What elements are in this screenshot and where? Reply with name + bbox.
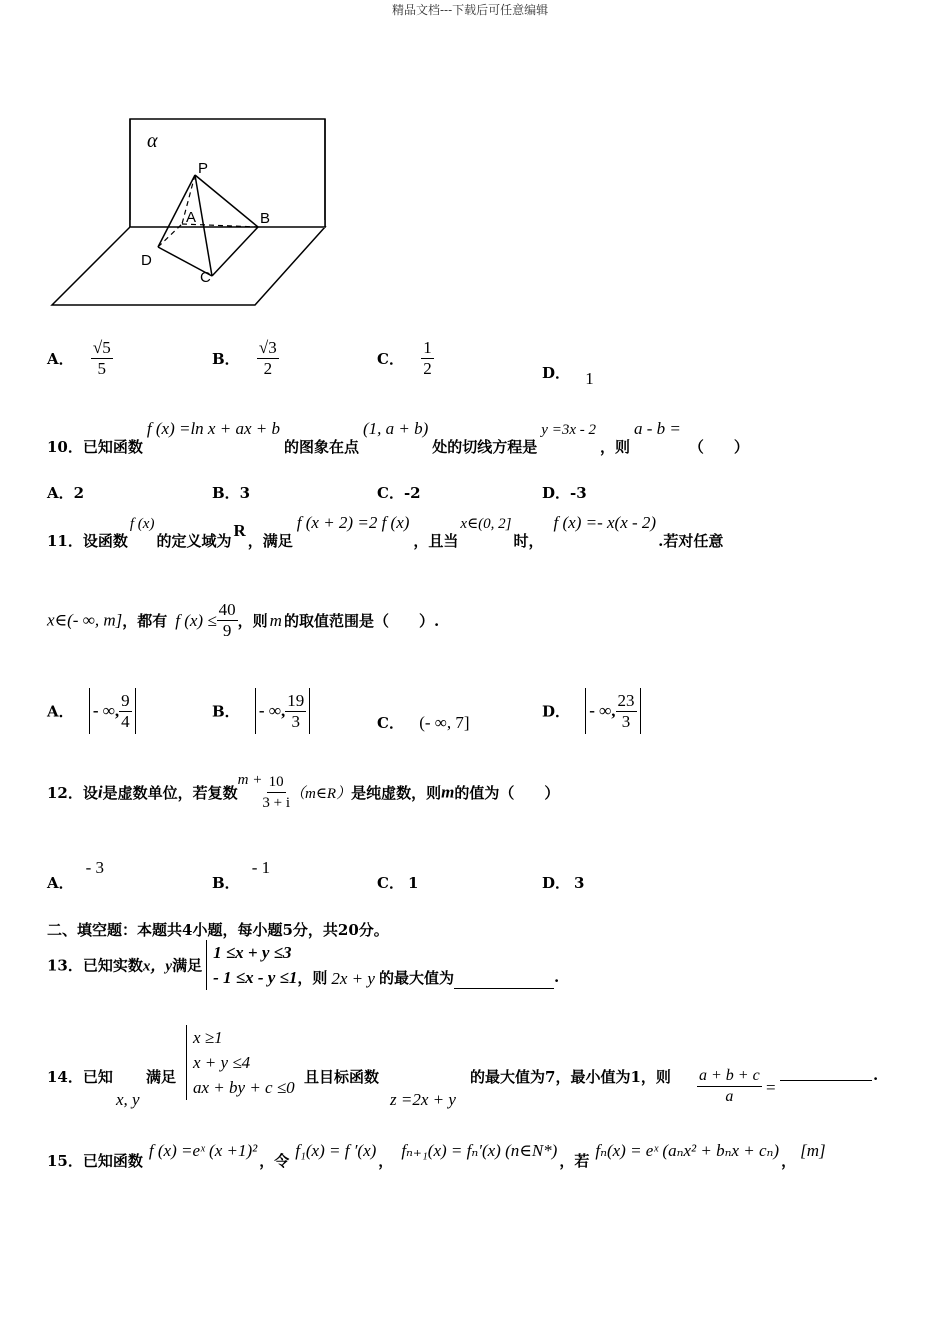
numerator: 23 xyxy=(617,690,635,710)
q12-option-a[interactable] xyxy=(47,857,105,892)
math-condition: （m∈R） xyxy=(290,786,352,802)
denominator: 3 + i xyxy=(262,795,290,811)
option-label: C． xyxy=(377,714,404,732)
option-value: (- ∞, 7] xyxy=(419,713,470,732)
math-function: f (x) =eˣ (x +1)² xyxy=(148,1141,258,1160)
constraint: 1 ≤x + y ≤3 xyxy=(213,943,292,962)
question-number: 14． xyxy=(47,1068,83,1086)
text: 的图象在点 xyxy=(283,438,359,456)
option-label: D． xyxy=(542,874,571,892)
denominator: 4 xyxy=(121,711,130,731)
text: ， xyxy=(378,1152,394,1170)
option-value: 1 xyxy=(585,369,594,388)
question-number: 10． xyxy=(47,438,83,456)
option-label: C． xyxy=(377,874,404,892)
q12-option-c[interactable] xyxy=(377,872,418,893)
text: ，则 xyxy=(599,438,630,456)
pyramid-figure xyxy=(40,110,340,315)
math-inequality: f (x) ≤ xyxy=(175,610,217,630)
denominator: 3 xyxy=(291,711,300,731)
option-value: - 3 xyxy=(85,858,105,877)
q11-option-c[interactable] xyxy=(377,712,470,733)
q12-option-d[interactable] xyxy=(542,872,584,893)
numerator: √5 xyxy=(92,338,111,357)
point-b-label: B xyxy=(260,210,271,227)
text: .若对任意 xyxy=(658,532,724,550)
text: 的最大值为 xyxy=(378,968,454,987)
section-heading: 二、填空题：本题共4小题，每小题5分，共20分。 xyxy=(47,921,389,939)
fraction xyxy=(91,338,113,379)
option-label: D． xyxy=(542,364,571,382)
text: 是虚数单位，若复数 xyxy=(102,784,238,802)
denominator: 2 xyxy=(423,359,432,378)
text: 且目标函数 xyxy=(304,1068,380,1086)
text: 的最大值为7，最小值为1，则 xyxy=(470,1068,671,1086)
question-number: 15． xyxy=(47,1152,83,1170)
option-label: B． xyxy=(212,702,240,721)
ratio-expression xyxy=(697,1066,762,1107)
numerator: 19 xyxy=(287,690,305,710)
option-value: 3 xyxy=(574,874,585,892)
q10-option-a[interactable]: A．2 xyxy=(47,484,85,502)
fraction xyxy=(616,691,637,732)
interval-bracket xyxy=(585,688,640,734)
q9-option-b[interactable] xyxy=(212,338,279,379)
plane-alpha-label: α xyxy=(147,130,158,152)
point-a-label: A xyxy=(186,209,197,226)
fraction xyxy=(119,691,132,732)
point-d-label: D xyxy=(141,252,152,269)
q10-option-d[interactable]: D．-3 xyxy=(542,484,587,502)
interval-bracket xyxy=(89,688,136,734)
point-p-label: P xyxy=(198,160,209,177)
option-label: D． xyxy=(542,702,571,721)
text: 的定义域为 xyxy=(156,532,232,550)
option-label: A． xyxy=(47,874,74,892)
math-variables: x，y xyxy=(142,958,173,975)
numerator: √3 xyxy=(258,338,277,357)
math-expression: a - b = xyxy=(634,419,681,438)
fraction xyxy=(285,691,306,732)
math-domain: x∈(- ∞, m] xyxy=(47,610,123,630)
question-10 xyxy=(47,418,749,458)
math-function: f (x) xyxy=(129,516,155,532)
option-label: B． xyxy=(212,874,240,892)
constraint: ax + by + c ≤0 xyxy=(193,1078,295,1097)
text: ，满足 xyxy=(247,532,293,550)
option-label: C． xyxy=(377,350,404,368)
fraction xyxy=(421,338,434,379)
text: ，则 xyxy=(297,968,328,987)
math-expression: m + xyxy=(237,772,263,788)
text: 已知 xyxy=(82,1068,113,1086)
question-15 xyxy=(47,1140,826,1170)
q9-option-c[interactable] xyxy=(377,338,434,379)
answer-blank[interactable] xyxy=(780,1068,872,1081)
math-variables: x, y xyxy=(116,1090,140,1109)
question-13 xyxy=(47,940,559,990)
denominator: a xyxy=(725,1088,734,1105)
text: ，且当 xyxy=(413,532,459,550)
constraint: - 1 ≤x - y ≤1 xyxy=(213,968,298,987)
answer-blank[interactable] xyxy=(454,988,554,989)
question-number: 13． xyxy=(47,956,83,975)
text: 处的切线方程是 xyxy=(432,438,538,456)
fraction xyxy=(262,772,290,813)
text: 已知实数 xyxy=(82,956,143,975)
math-general-form: fₙ(x) = eˣ (aₙx² + bₙx + cₙ) xyxy=(595,1141,780,1160)
constraint-system xyxy=(206,940,297,990)
q11-option-a[interactable] xyxy=(47,688,136,734)
math-expression: 2x + y xyxy=(331,969,375,988)
text: 的取值范围是（ ）. xyxy=(283,612,440,630)
fraction xyxy=(697,1066,762,1107)
interval-start: - ∞, xyxy=(589,701,616,720)
math-variable: m xyxy=(441,782,455,802)
text: 是纯虚数，则 xyxy=(351,784,442,802)
interval-bracket xyxy=(255,688,310,734)
math-definition: f₁(x) = f ′(x) xyxy=(295,1141,377,1160)
denominator: 5 xyxy=(97,359,107,378)
text: 的值为（ ） xyxy=(454,784,560,802)
text: ，则 xyxy=(237,612,268,630)
text: . xyxy=(873,1066,879,1084)
question-11 xyxy=(47,512,723,552)
text: （ ） xyxy=(688,438,749,456)
text: 满足 xyxy=(172,956,203,975)
q10-option-b[interactable]: B．3 xyxy=(212,484,251,502)
text: 设函数 xyxy=(82,532,128,550)
question-14-label xyxy=(47,1066,113,1087)
math-imaginary-unit: i xyxy=(97,782,103,802)
question-11-line-2 xyxy=(47,600,439,652)
interval-start: - ∞, xyxy=(258,701,286,720)
text: 已知函数 xyxy=(82,438,143,456)
numerator: 9 xyxy=(121,690,130,710)
objective-function: z =2x + y xyxy=(390,1090,456,1109)
numerator: 10 xyxy=(267,772,286,793)
interval-start: - ∞, xyxy=(92,701,120,720)
text: ，令 xyxy=(259,1152,290,1170)
text: 满足 xyxy=(146,1068,177,1086)
constraint: x ≥1 xyxy=(193,1028,223,1047)
math-bracket-m: [m] xyxy=(800,1141,826,1160)
numerator: 1 xyxy=(423,338,432,357)
q10-option-c[interactable]: C．-2 xyxy=(377,484,421,502)
equals-sign: = xyxy=(766,1078,776,1097)
math-interval: x∈(0, 2] xyxy=(460,516,512,532)
option-label: A． xyxy=(47,350,74,368)
text: . xyxy=(553,968,560,986)
constraint: x + y ≤4 xyxy=(193,1053,251,1072)
numerator: 40 xyxy=(218,600,236,619)
text: 已知函数 xyxy=(82,1152,143,1170)
text: ， xyxy=(781,1152,797,1170)
question-12 xyxy=(47,772,559,822)
fraction xyxy=(257,338,279,379)
math-point: (1, a + b) xyxy=(362,419,429,438)
text: ，若 xyxy=(559,1152,590,1170)
text: 设 xyxy=(82,784,98,802)
question-number: 12． xyxy=(47,784,83,802)
math-definition: f (x) =- x(x - 2) xyxy=(553,513,657,532)
q11-option-d[interactable] xyxy=(542,688,641,734)
option-label: A． xyxy=(47,702,74,721)
option-value: 1 xyxy=(407,874,419,892)
question-number: 11． xyxy=(47,532,83,550)
q11-option-b[interactable] xyxy=(212,688,310,734)
vertical-plane xyxy=(130,119,325,227)
option-value: - 1 xyxy=(251,858,271,877)
math-function: f (x) =ln x + ax + b xyxy=(146,419,280,438)
denominator: 3 xyxy=(621,711,631,731)
math-recurrence: fₙ₊₁(x) = fₙ′(x) (n∈N*) xyxy=(401,1141,558,1160)
horizontal-plane xyxy=(52,227,325,305)
q9-option-d[interactable] xyxy=(542,362,594,388)
q9-option-a[interactable] xyxy=(47,338,113,379)
numerator: a + b + c xyxy=(697,1066,762,1087)
q12-option-b[interactable] xyxy=(212,857,271,892)
fraction xyxy=(217,600,238,641)
page-header: 精品文档---下载后可任意编辑 xyxy=(392,3,549,17)
denominator: 2 xyxy=(263,359,273,378)
text: 时， xyxy=(513,532,544,550)
point-c-label: C xyxy=(200,269,211,286)
denominator: 9 xyxy=(222,621,232,640)
text: ，都有 xyxy=(122,612,168,630)
math-condition: f (x + 2) =2 f (x) xyxy=(296,513,410,532)
constraint-system xyxy=(186,1025,295,1100)
math-variable: m xyxy=(269,610,282,630)
math-reals: R xyxy=(233,521,246,540)
option-label: B． xyxy=(212,350,240,368)
math-line: y =3x - 2 xyxy=(541,422,596,438)
